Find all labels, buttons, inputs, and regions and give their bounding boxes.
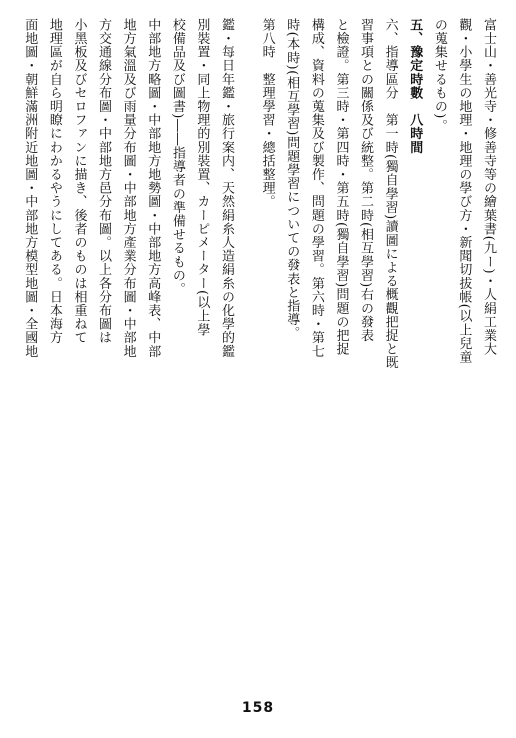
text-line: 時(本時)(相互學習)問題學習についての發表と指導。 [284, 18, 300, 340]
text-line: 地方氣溫及び雨量分布圖・中部地方產業分布圖・中部地 [120, 18, 136, 358]
text-line: 富士山・善光寺・修善寺等の繪葉書(九ー)・人絹工業大 [481, 18, 496, 356]
text-line: の蒐集せるもの)。 [431, 18, 447, 133]
text-line: 習事項との關係及び統整。第二時(相互學習)右の發表 [358, 18, 374, 343]
text-column-left [16, 18, 238, 630]
text-line: 構成、資料の蒐集及び製作、問題の學習。第六時・第七 [308, 18, 324, 358]
text-line: 校備品及び圖書)――指導者の準備せるもの。 [169, 18, 185, 296]
text-column-right [254, 18, 500, 630]
text-line: と檢證。第三時・第四時・第五時(獨自學習)問題の把捉 [333, 18, 349, 356]
text-line: 面地圖・朝鮮滿洲附近地圖・中部地方模型地圖・全國地 [22, 18, 38, 358]
text-line: 鑑・每日年鑑・旅行案内、天然絹糸人造絹糸の化學的鑑 [219, 18, 234, 358]
text-line: 小黑板及びセロファンに描き、後者のものは相重ねて [71, 18, 87, 345]
page-number: 158 [241, 700, 275, 716]
text-line [16, 18, 17, 630]
text-line: 六、指導區分 第一時(獨自學習)讀圖による概觀把捉と既 [382, 18, 398, 370]
text-line: 觀・小學生の地理・地理の學び方・新聞切拔帳(以上兒童 [456, 18, 472, 364]
text-line: 中部地方略圖・中部地方地勢圖・中部地方高峰表、中部 [145, 18, 161, 358]
text-line: 地理區が自ら明瞭にわかるやうにしてある。日本海方 [46, 18, 62, 345]
text-line: 方交通線分布圖・中部地方邑分布圖。以上各分布圖は [96, 18, 112, 345]
text-line: 第八時 整理學習・總括整理。 [259, 18, 275, 209]
section-heading-scheduled-hours: 五、豫定時數 八時間 [407, 18, 423, 154]
text-line: 別裝置・同上物理的別裝置、カーピメーター(以上學 [194, 18, 210, 337]
